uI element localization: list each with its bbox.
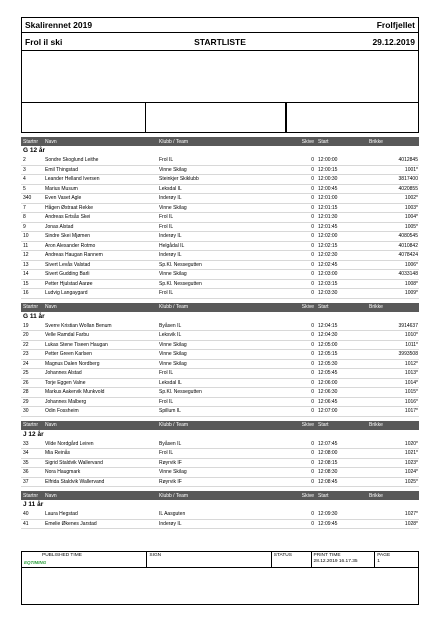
- cell-start: 12:02:15: [318, 242, 338, 249]
- cell-bib: 1012*: [404, 360, 418, 367]
- cell-name: Marius Musum: [45, 185, 78, 192]
- column-header-ski: Skive: [301, 138, 314, 145]
- cell-start: 12:07:45: [318, 440, 338, 447]
- cell-bib: 3817400: [398, 176, 418, 183]
- cell-club: Vinne Skilag: [159, 166, 187, 173]
- cell-name: Sondre Skoglund Leithe: [45, 157, 99, 164]
- cell-ski: 0: [311, 478, 314, 485]
- cell-ski: 0: [311, 520, 314, 527]
- event-name: Skalirennet 2019: [25, 20, 93, 30]
- table-row: [21, 478, 419, 488]
- cell-club: Vinne Skilag: [159, 341, 187, 348]
- cell-club: Røyrvik IF: [159, 459, 182, 466]
- cell-ski: 0: [311, 360, 314, 367]
- cell-startnr: 8: [23, 214, 26, 221]
- cell-start: 12:01:45: [318, 223, 338, 230]
- column-header-row: [21, 421, 419, 430]
- cell-startnr: 36: [23, 469, 29, 476]
- document-footer: [21, 551, 419, 605]
- cell-bib: 1006*: [404, 261, 418, 268]
- cell-start: 12:00:00: [318, 157, 338, 164]
- cell-startnr: 29: [23, 398, 29, 405]
- cell-ski: 0: [311, 280, 314, 287]
- cell-name: Johannes Malberg: [45, 398, 87, 405]
- cell-name: Petter Green Karlsen: [45, 351, 92, 358]
- cell-start: 12:05:00: [318, 341, 338, 348]
- cell-name: Andreas Haugan Rannem: [45, 252, 103, 259]
- cell-name: Magnus Dalen Nordberg: [45, 360, 100, 367]
- cell-name: Andreas Ertsås Skei: [45, 214, 91, 221]
- cell-name: Sivert Gudding Barli: [45, 271, 90, 278]
- cell-club: IL Aasguten: [159, 511, 186, 518]
- cell-club: Vinne Skilag: [159, 271, 187, 278]
- cell-club: Byåsen IL: [159, 440, 182, 447]
- cell-name: Odin Fossheim: [45, 408, 79, 415]
- cell-ski: 0: [311, 332, 314, 339]
- column-header-club: Klubb / Team: [159, 138, 189, 145]
- table-row: [21, 449, 419, 459]
- print-time-label: PRINT TIME: [313, 553, 341, 558]
- cell-name: Aron Alexander Rotmo: [45, 242, 96, 249]
- cell-startnr: 26: [23, 379, 29, 386]
- cell-start: 12:06:45: [318, 398, 338, 405]
- table-row: [21, 388, 419, 398]
- cell-ski: 0: [311, 440, 314, 447]
- cell-startnr: 11: [23, 242, 29, 249]
- column-header-start: Start: [318, 492, 329, 499]
- cell-startnr: 10: [23, 233, 29, 240]
- cell-startnr: 5: [23, 185, 26, 192]
- cell-name: Elfrida Staldvik Wallervand: [45, 478, 105, 485]
- table-row: [21, 369, 419, 379]
- cell-ski: 0: [311, 223, 314, 230]
- table-row: [21, 251, 419, 261]
- table-row: [21, 204, 419, 214]
- cell-name: Jonas Alstad: [45, 223, 74, 230]
- cell-bib: 4033148: [398, 271, 418, 278]
- cell-ski: 0: [311, 233, 314, 240]
- cell-bib: 1023*: [404, 459, 418, 466]
- cell-bib: 4012845: [398, 157, 418, 164]
- column-header-ski: Skive: [301, 492, 314, 499]
- cell-startnr: 7: [23, 204, 26, 211]
- cell-club: Inderøy IL: [159, 252, 182, 259]
- cell-club: Steinkjer Skiklubb: [159, 176, 199, 183]
- cell-startnr: 13: [23, 261, 29, 268]
- cell-start: 12:02:30: [318, 252, 338, 259]
- cell-startnr: 9: [23, 223, 26, 230]
- event-location: Frolfjellet: [376, 20, 415, 30]
- cell-name: Emil Thingstad: [45, 166, 78, 173]
- page-label: PAGE: [377, 553, 391, 558]
- cell-startnr: 19: [23, 322, 29, 329]
- cell-startnr: 14: [23, 271, 29, 278]
- page-number: 1: [377, 558, 380, 564]
- cell-club: Leksdal IL: [159, 379, 182, 386]
- cell-ski: 0: [311, 185, 314, 192]
- cell-startnr: 28: [23, 389, 29, 396]
- cell-ski: 0: [311, 252, 314, 259]
- cell-club: Leksdal IL: [159, 185, 182, 192]
- cell-club: Røyrvik IF: [159, 478, 182, 485]
- column-header-row: [21, 303, 419, 312]
- cell-bib: 1021*: [404, 450, 418, 457]
- cell-bib: 1027*: [404, 511, 418, 518]
- cell-startnr: 30: [23, 408, 29, 415]
- cell-name: Petter Hjulstad Aarøe: [45, 280, 93, 287]
- header-boxes: [22, 102, 418, 132]
- cell-club: Vinne Skilag: [159, 204, 187, 211]
- cell-startnr: 33: [23, 440, 29, 447]
- cell-start: 12:02:45: [318, 261, 338, 268]
- column-header-name: Navn: [45, 304, 57, 310]
- cell-startnr: 2: [23, 157, 26, 164]
- cell-club: Sp.Kl. Nessegutten: [159, 280, 202, 287]
- cell-startnr: 12: [23, 252, 29, 259]
- published-time-label: PUBLISHED TIME: [40, 552, 147, 567]
- sign-label: SIGN: [147, 552, 271, 567]
- table-row: [21, 468, 419, 478]
- cell-ski: 0: [311, 271, 314, 278]
- cell-club: Byåsen IL: [159, 322, 182, 329]
- cell-startnr: 35: [23, 459, 29, 466]
- cell-start: 12:05:45: [318, 370, 338, 377]
- cell-club: Vinne Skilag: [159, 469, 187, 476]
- cell-club: Vinne Skilag: [159, 360, 187, 367]
- cell-name: Velle Ramdal Farbu: [45, 332, 89, 339]
- cell-bib: 1004*: [404, 214, 418, 221]
- cell-name: Ludvig Langaygard: [45, 290, 88, 297]
- cell-club: Inderøy IL: [159, 520, 182, 527]
- table-row: [21, 270, 419, 280]
- cell-start: 12:09:30: [318, 511, 338, 518]
- column-header-start: Start: [318, 138, 329, 145]
- table-row: [21, 341, 419, 351]
- cell-start: 12:05:30: [318, 360, 338, 367]
- cell-start: 12:01:00: [318, 195, 338, 202]
- cell-name: Mia Reinås: [45, 450, 71, 457]
- cell-club: Frol IL: [159, 223, 174, 230]
- cell-start: 12:00:30: [318, 176, 338, 183]
- cell-start: 12:04:15: [318, 322, 338, 329]
- cell-club: Frol IL: [159, 157, 174, 164]
- cell-club: Helgådal IL: [159, 242, 185, 249]
- cell-start: 12:00:15: [318, 166, 338, 173]
- column-header-club: Klubb / Team: [159, 492, 189, 499]
- table-row: [21, 280, 419, 290]
- cell-bib: 1005*: [404, 223, 418, 230]
- cell-bib: 1013*: [404, 370, 418, 377]
- cell-bib: 1009*: [404, 290, 418, 297]
- cell-club: Sp.Kl. Nessegutten: [159, 261, 202, 268]
- cell-start: 12:08:15: [318, 459, 338, 466]
- cell-club: Inderøy IL: [159, 233, 182, 240]
- table-row: [21, 242, 419, 252]
- cell-club: Frol IL: [159, 398, 174, 405]
- cell-club: Frol IL: [159, 214, 174, 221]
- cell-name: Sigrid Staldvik Wallervand: [45, 459, 103, 466]
- cell-bib: 1017*: [404, 408, 418, 415]
- cell-name: Sverre Kristian Wollan Benum: [45, 322, 112, 329]
- document-header: [21, 17, 419, 133]
- cell-start: 12:01:15: [318, 204, 338, 211]
- table-row: [21, 510, 419, 520]
- cell-bib: 4010842: [398, 242, 418, 249]
- cell-bib: 4078424: [398, 252, 418, 259]
- column-header-startnr: Startnr: [23, 138, 39, 145]
- cell-ski: 0: [311, 398, 314, 405]
- table-row: [21, 520, 419, 530]
- cell-name: Nora Haugmark: [45, 469, 81, 476]
- cell-ski: 0: [311, 166, 314, 173]
- cell-ski: 0: [311, 204, 314, 211]
- list-type-title: STARTLISTE: [194, 36, 246, 47]
- table-row: [21, 194, 419, 204]
- cell-start: 12:06:00: [318, 379, 338, 386]
- column-header-row: [21, 137, 419, 146]
- cell-start: 12:08:45: [318, 478, 338, 485]
- cell-name: Torje Eggen Valne: [45, 379, 86, 386]
- cell-start: 12:08:30: [318, 469, 338, 476]
- cell-name: Johannes Alstad: [45, 370, 82, 377]
- cell-club: Leksvik IL: [159, 332, 182, 339]
- cell-ski: 0: [311, 242, 314, 249]
- class-group-title: J 11 år: [23, 501, 44, 508]
- table-row: [21, 440, 419, 450]
- cell-startnr: 34: [23, 450, 29, 457]
- column-header-ski: Skive: [301, 304, 314, 310]
- cell-startnr: 40: [23, 511, 29, 518]
- cell-start: 12:06:30: [318, 389, 338, 396]
- cell-ski: 0: [311, 195, 314, 202]
- column-header-startnr: Startnr: [23, 422, 39, 428]
- column-header-bib: Brikke: [369, 422, 383, 428]
- column-header-startnr: Startnr: [23, 304, 39, 310]
- cell-startnr: 4: [23, 176, 26, 183]
- column-header-start: Start: [318, 304, 329, 310]
- print-time-value: 28.12.2019 16.17.35: [313, 558, 358, 564]
- cell-start: 12:07:00: [318, 408, 338, 415]
- table-row: [21, 350, 419, 360]
- print-time-cell: [312, 552, 376, 567]
- table-row: [21, 289, 419, 299]
- column-header-ski: Skive: [301, 422, 314, 428]
- cell-club: Frol IL: [159, 370, 174, 377]
- cell-bib: 1008*: [404, 280, 418, 287]
- table-row: [21, 261, 419, 271]
- cell-start: 12:03:00: [318, 271, 338, 278]
- cell-ski: 0: [311, 322, 314, 329]
- cell-bib: 4080545: [398, 233, 418, 240]
- table-row: [21, 331, 419, 341]
- cell-ski: 0: [311, 450, 314, 457]
- cell-startnr: 22: [23, 341, 29, 348]
- cell-bib: 1010*: [404, 332, 418, 339]
- cell-startnr: 41: [23, 520, 29, 527]
- cell-name: Markus Aakervik Munkvold: [45, 389, 105, 396]
- cell-start: 12:03:15: [318, 280, 338, 287]
- cell-startnr: 25: [23, 370, 29, 377]
- cell-bib: 1024*: [404, 469, 418, 476]
- table-row: [21, 223, 419, 233]
- column-header-start: Start: [318, 422, 329, 428]
- cell-startnr: 37: [23, 478, 29, 485]
- cell-bib: 1003*: [404, 204, 418, 211]
- cell-bib: 1020*: [404, 440, 418, 447]
- table-row: [21, 360, 419, 370]
- column-header-name: Navn: [45, 422, 57, 428]
- cell-club: Inderøy IL: [159, 195, 182, 202]
- table-row: [21, 322, 419, 332]
- cell-startnr: 3: [23, 166, 26, 173]
- cell-startnr: 23: [23, 351, 29, 358]
- cell-ski: 0: [311, 261, 314, 268]
- cell-name: Even Vaset Agle: [45, 195, 82, 202]
- table-row: [21, 156, 419, 166]
- column-header-name: Navn: [45, 492, 57, 499]
- cell-club: Sp.Kl. Nessegutten: [159, 389, 202, 396]
- class-group-title: J 12 år: [23, 430, 44, 438]
- table-row: [21, 407, 419, 417]
- cell-startnr: 24: [23, 360, 29, 367]
- cell-start: 12:01:30: [318, 214, 338, 221]
- table-row: [21, 166, 419, 176]
- cell-name: Emelie Økenes Jarstad: [45, 520, 97, 527]
- cell-name: Hågen Østraat Rekke: [45, 204, 94, 211]
- table-row: [21, 398, 419, 408]
- cell-bib: 1002*: [404, 195, 418, 202]
- cell-bib: 1015*: [404, 389, 418, 396]
- cell-ski: 0: [311, 469, 314, 476]
- cell-club: Frol IL: [159, 290, 174, 297]
- cell-club: Frol IL: [159, 450, 174, 457]
- column-header-bib: Brikke: [369, 138, 383, 145]
- cell-start: 12:00:45: [318, 185, 338, 192]
- cell-bib: 1014*: [404, 379, 418, 386]
- cell-club: Spillum IL: [159, 408, 181, 415]
- cell-start: 12:08:00: [318, 450, 338, 457]
- eqtiming-logo: EQTIMING: [24, 559, 47, 565]
- cell-ski: 0: [311, 290, 314, 297]
- cell-startnr: 15: [23, 280, 29, 287]
- cell-bib: 4020855: [398, 185, 418, 192]
- status-label: STATUS: [272, 552, 312, 567]
- cell-ski: 0: [311, 379, 314, 386]
- cell-start: 12:02:00: [318, 233, 338, 240]
- cell-name: Vilde Nordgård Leiren: [45, 440, 94, 447]
- cell-ski: 0: [311, 351, 314, 358]
- cell-ski: 0: [311, 511, 314, 518]
- column-header-club: Klubb / Team: [159, 304, 189, 310]
- class-group-title: G 12 år: [23, 147, 46, 154]
- column-header-bib: Brikke: [369, 304, 383, 310]
- cell-ski: 0: [311, 214, 314, 221]
- column-header-club: Klubb / Team: [159, 422, 189, 428]
- header-box-2: [146, 103, 286, 132]
- cell-ski: 0: [311, 176, 314, 183]
- cell-start: 12:05:15: [318, 351, 338, 358]
- cell-ski: 0: [311, 459, 314, 466]
- cell-ski: 0: [311, 389, 314, 396]
- cell-startnr: 340: [23, 195, 32, 202]
- cell-bib: 3993508: [398, 351, 418, 358]
- cell-ski: 0: [311, 408, 314, 415]
- cell-startnr: 20: [23, 332, 29, 339]
- header-box-1: [22, 103, 146, 132]
- cell-start: 12:04:30: [318, 332, 338, 339]
- class-group-title: G 11 år: [23, 312, 45, 320]
- column-header-startnr: Startnr: [23, 492, 39, 499]
- cell-start: 12:09:45: [318, 520, 338, 527]
- cell-bib: 1016*: [404, 398, 418, 405]
- start-list-page: [21, 17, 419, 529]
- page-cell: [375, 552, 418, 567]
- cell-ski: 0: [311, 370, 314, 377]
- cell-bib: 1011*: [405, 341, 418, 348]
- header-blank-area: [22, 50, 418, 102]
- start-list-groups: [21, 137, 419, 529]
- cell-name: Leander Helland Iversen: [45, 176, 100, 183]
- column-header-bib: Brikke: [369, 492, 383, 499]
- header-box-4: [287, 103, 418, 132]
- event-date: 29.12.2019: [372, 36, 415, 47]
- column-header-row: [21, 491, 419, 500]
- organizer-title: Frol il ski: [25, 36, 63, 47]
- table-row: [21, 185, 419, 195]
- table-row: [21, 175, 419, 185]
- cell-bib: 1001*: [404, 166, 418, 173]
- cell-startnr: 16: [23, 290, 29, 297]
- cell-bib: 1028*: [404, 520, 418, 527]
- cell-ski: 0: [311, 157, 314, 164]
- column-header-name: Navn: [45, 138, 57, 145]
- table-row: [21, 232, 419, 242]
- table-row: [21, 379, 419, 389]
- cell-name: Sivert Levås Valstad: [45, 261, 91, 268]
- cell-club: Vinne Skilag: [159, 351, 187, 358]
- cell-name: Sindre Skei Mjømen: [45, 233, 91, 240]
- table-row: [21, 213, 419, 223]
- table-row: [21, 459, 419, 469]
- cell-bib: 1025*: [404, 478, 418, 485]
- cell-name: Laura Hegstad: [45, 511, 78, 518]
- cell-name: Lukas Stene Tiseen Haugan: [45, 341, 108, 348]
- cell-ski: 0: [311, 341, 314, 348]
- cell-bib: 3914637: [398, 322, 418, 329]
- cell-start: 12:03:30: [318, 290, 338, 297]
